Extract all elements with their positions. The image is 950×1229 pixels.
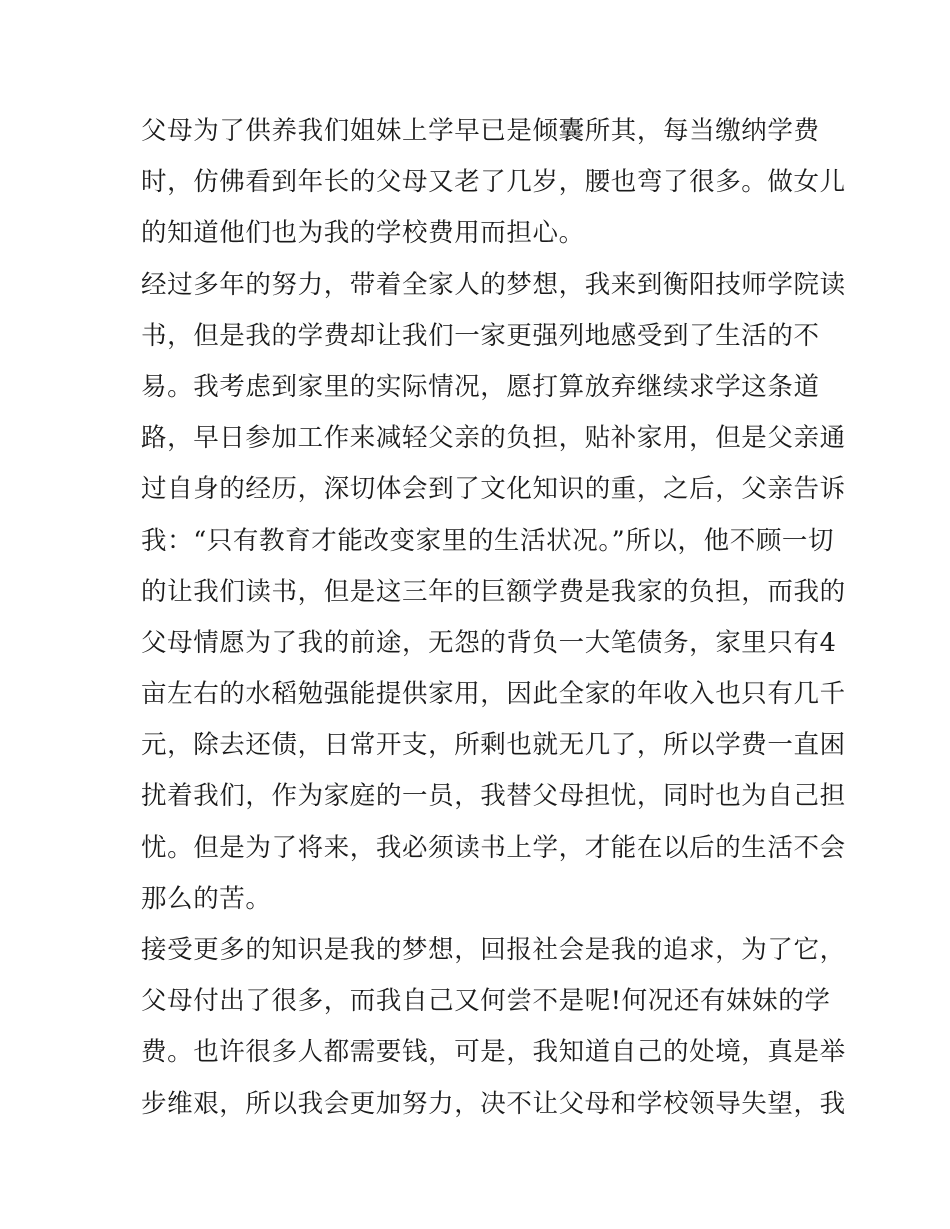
text-line: 费。也许很多人都需要钱，可是，我知道自己的处境，真是举	[141, 1037, 846, 1068]
text-line: 我：“只有教育才能改变家里的生活状况。”所以，他不顾一切	[141, 525, 835, 556]
text-line: 父母情愿为了我的前途，无怨的背负一大笔债务，家里只有4	[141, 627, 837, 658]
text-line: 易。我考虑到家里的实际情况，愿打算放弃继续求学这条道	[141, 371, 820, 402]
text-line: 扰着我们，作为家庭的一员，我替父母担忧，同时也为自己担	[141, 781, 846, 812]
text-line: 的让我们读书，但是这三年的巨额学费是我家的负担，而我的	[141, 576, 846, 607]
text-line: 经过多年的努力，带着全家人的梦想，我来到衡阳技师学院读	[141, 269, 846, 300]
text-line: 过自身的经历，深切体会到了文化知识的重，之后，父亲告诉	[141, 474, 846, 505]
text-line: 接受更多的知识是我的梦想，回报社会是我的追求，为了它，	[141, 935, 846, 965]
text-line: 父母付出了很多，而我自己又何尝不是呢!何况还有妹妹的学	[141, 986, 831, 1017]
text-line: 元，除去还债，日常开支，所剩也就无几了，所以学费一直困	[141, 730, 846, 761]
text-line: 那么的苦。	[141, 883, 272, 914]
text-line: 忧。但是为了将来，我必须读书上学，才能在以后的生活不会	[141, 832, 846, 863]
text-line: 路，早日参加工作来减轻父亲的负担，贴补家用，但是父亲通	[141, 423, 846, 454]
document-body-text	[141, 106, 846, 1130]
text-line: 步维艰，所以我会更加努力，决不让父母和学校领导失望，我	[141, 1088, 846, 1119]
text-line: 父母为了供养我们姐妹上学早已是倾囊所其，每当缴纳学费	[141, 116, 820, 146]
text-line: 时，仿佛看到年长的父母又老了几岁，腰也弯了很多。做女儿	[141, 167, 846, 198]
text-line: 书，但是我的学费却让我们一家更强列地感受到了生活的不	[141, 320, 820, 351]
text-line: 的知道他们也为我的学校费用而担心。	[141, 218, 585, 249]
text-line: 亩左右的水稻勉强能提供家用，因此全家的年收入也只有几千	[141, 679, 846, 710]
